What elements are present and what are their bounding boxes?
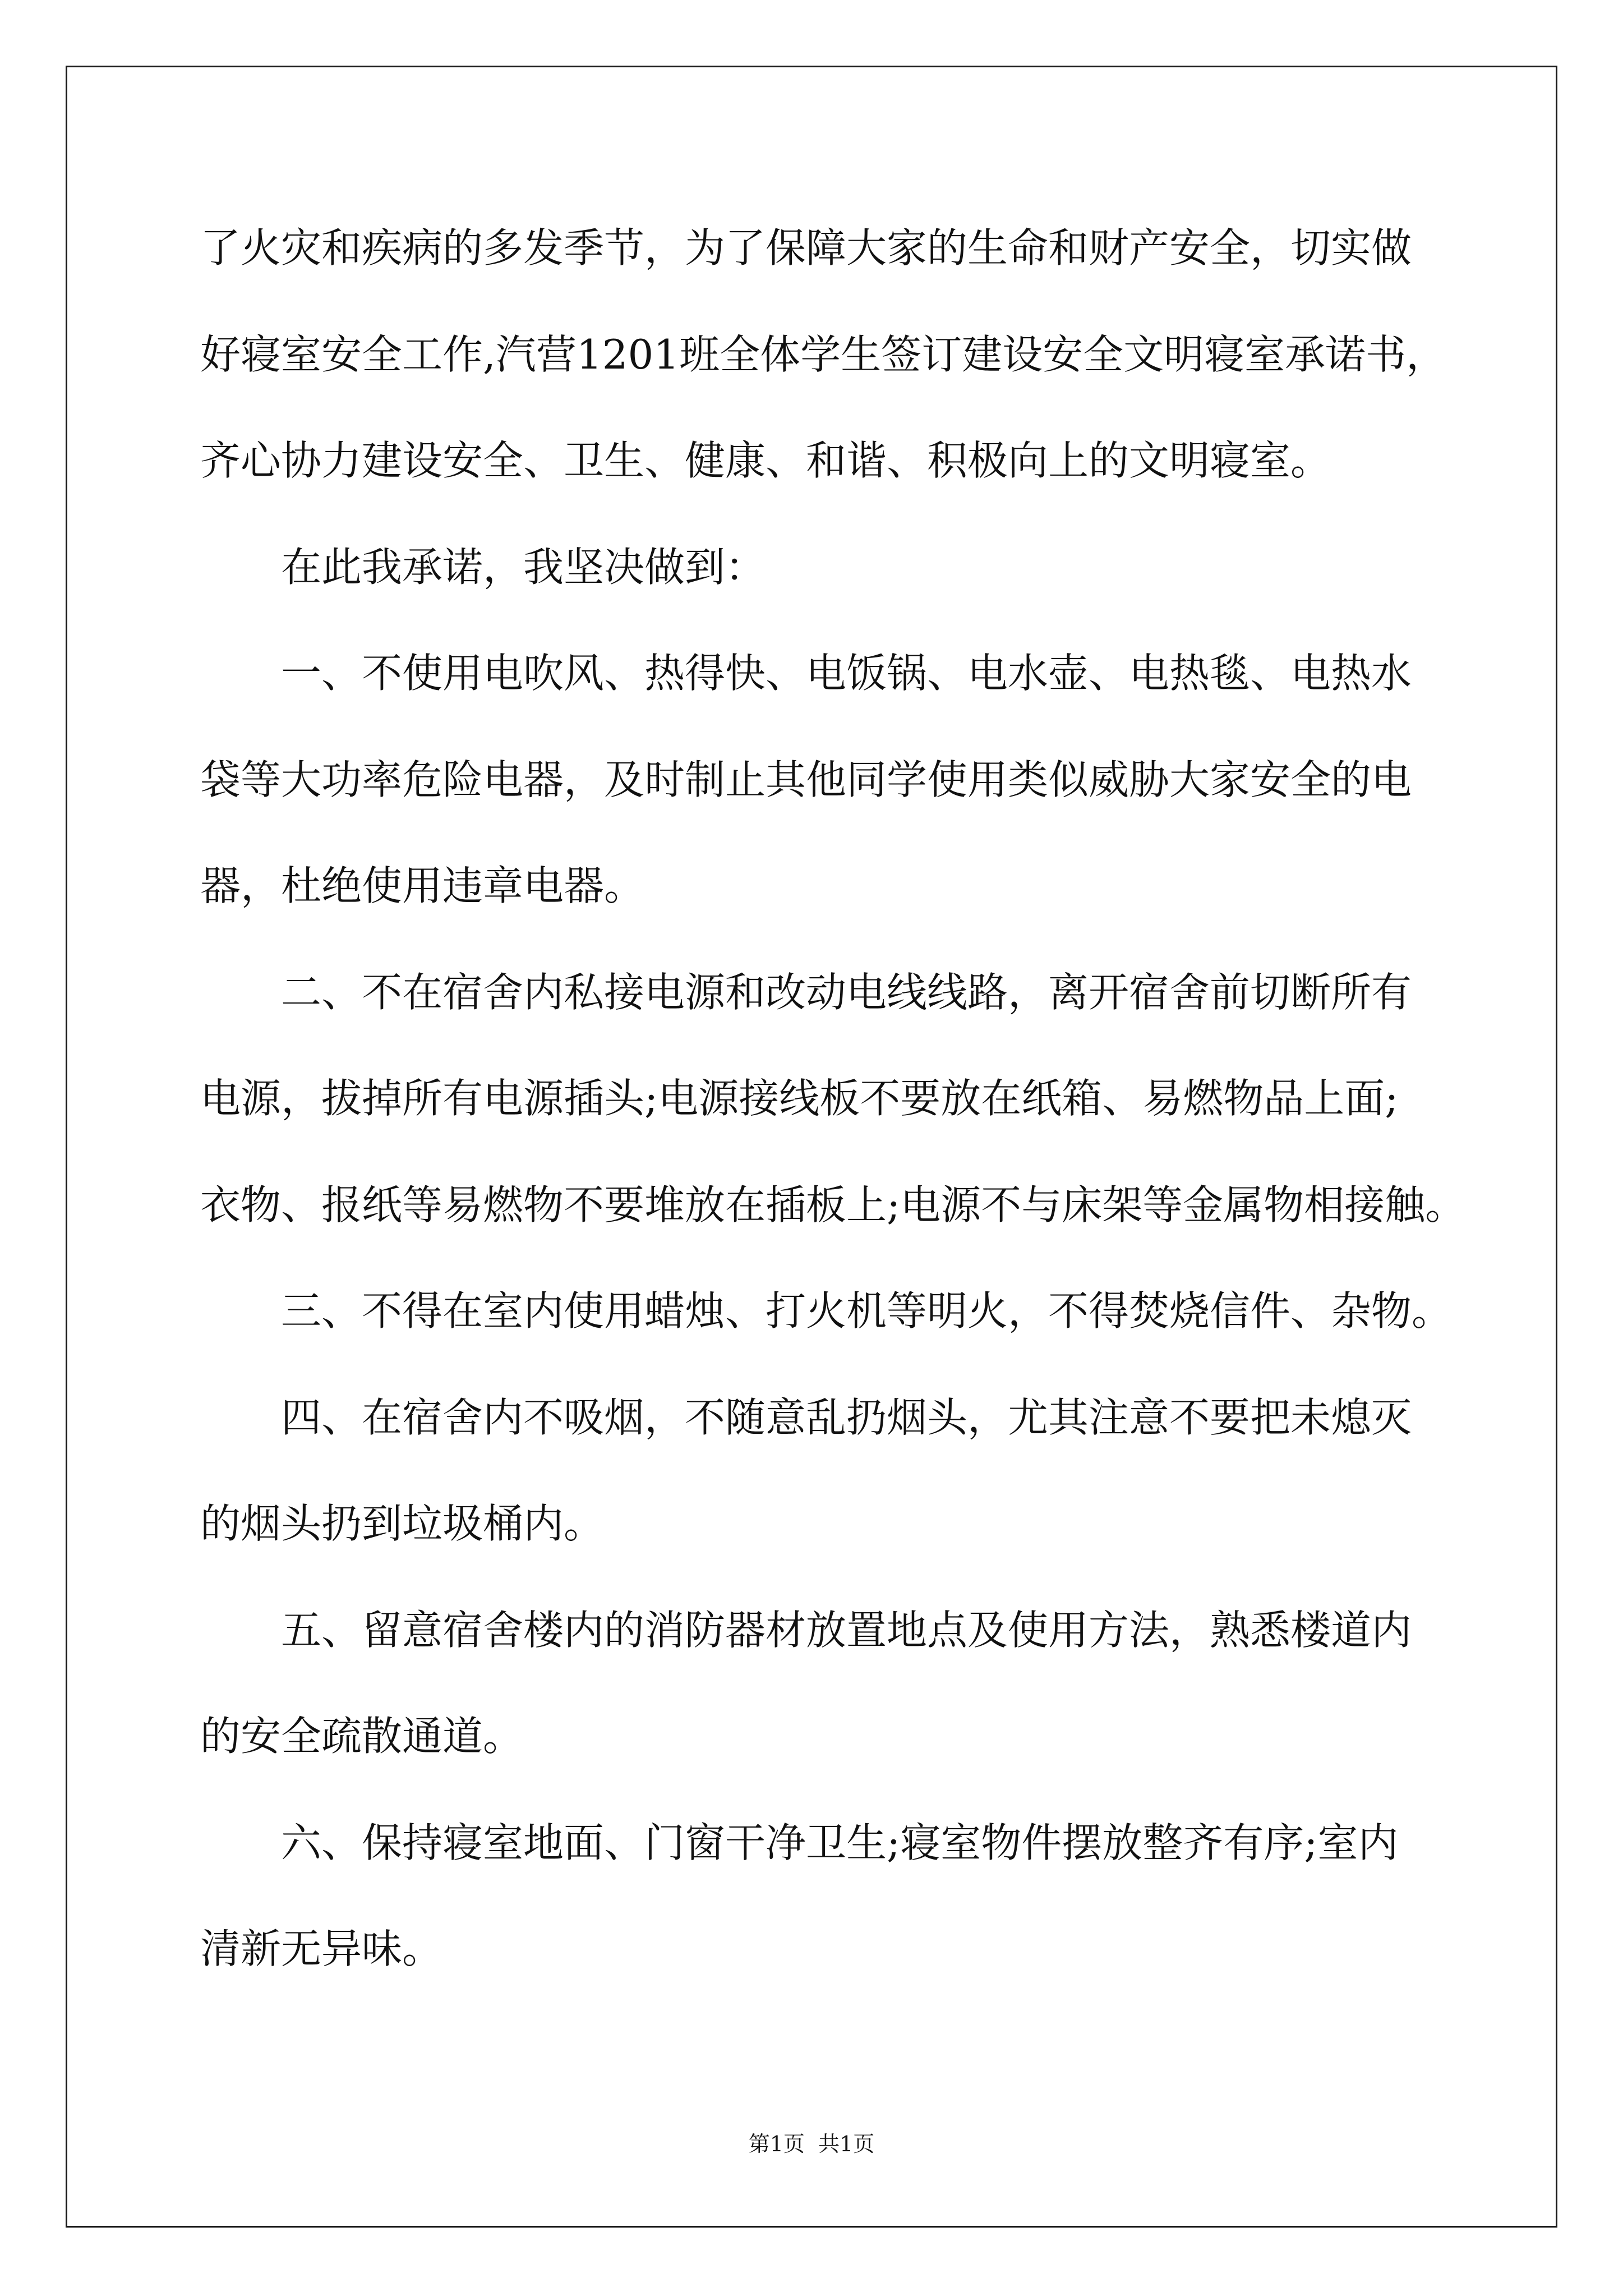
paragraph [200, 1258, 1535, 1365]
document-body [200, 195, 1535, 2003]
text-line: 五、留意宿舍楼内的消防器材放置地点及使用方法，熟悉楼道内 [281, 1606, 1412, 1654]
text-line: 三、不得在室内使用蜡烛、打火机等明火，不得焚烧信件、杂物。 [281, 1287, 1453, 1335]
paragraph [200, 1365, 1535, 1577]
text-line: 的安全疏散通道。 [200, 1713, 524, 1760]
text-line: 二、不在宿舍内私接电源和改动电线线路，离开宿舍前切断所有 [281, 968, 1412, 1016]
paragraph [200, 514, 1535, 621]
text-line: 清新无异味。 [200, 1925, 443, 1972]
text-line: 了火灾和疾病的多发季节，为了保障大家的生命和财产安全，切实做 [200, 224, 1412, 272]
text-line: 六、保持寝室地面、门窗干净卫生;寝室物件摆放整齐有序;室内 [281, 1819, 1399, 1866]
text-line: 的烟头扔到垃圾桶内。 [200, 1500, 605, 1547]
text-line: 四、在宿舍内不吸烟，不随意乱扔烟头，尤其注意不要把未熄灭 [281, 1393, 1412, 1441]
text-line: 好寝室安全工作,汽营1201班全体学生签订建设安全文明寝室承诺书， [200, 330, 1447, 378]
text-line: 齐心协力建设安全、卫生、健康、和谐、积极向上的文明寝室。 [200, 437, 1331, 484]
page-number-footer: 第1页 共1页 [748, 2132, 875, 2156]
paragraph [200, 1577, 1535, 1790]
text-line: 衣物、报纸等易燃物不要堆放在插板上;电源不与床架等金属物相接触。 [200, 1181, 1466, 1228]
paragraph [200, 940, 1535, 1259]
text-line: 电源，拔掉所有电源插头;电源接线板不要放在纸箱、易燃物品上面; [200, 1075, 1399, 1122]
paragraph [200, 1790, 1535, 2003]
text-line: 一、不使用电吹风、热得快、电饭锅、电水壶、电热毯、电热水 [281, 650, 1412, 697]
paragraph [200, 620, 1535, 940]
text-line: 器，杜绝使用违章电器。 [200, 862, 645, 909]
paragraph [200, 195, 1535, 514]
text-line: 袋等大功率危险电器，及时制止其他同学使用类似威胁大家安全的电 [200, 756, 1412, 803]
text-line: 在此我承诺，我坚决做到： [281, 543, 766, 591]
